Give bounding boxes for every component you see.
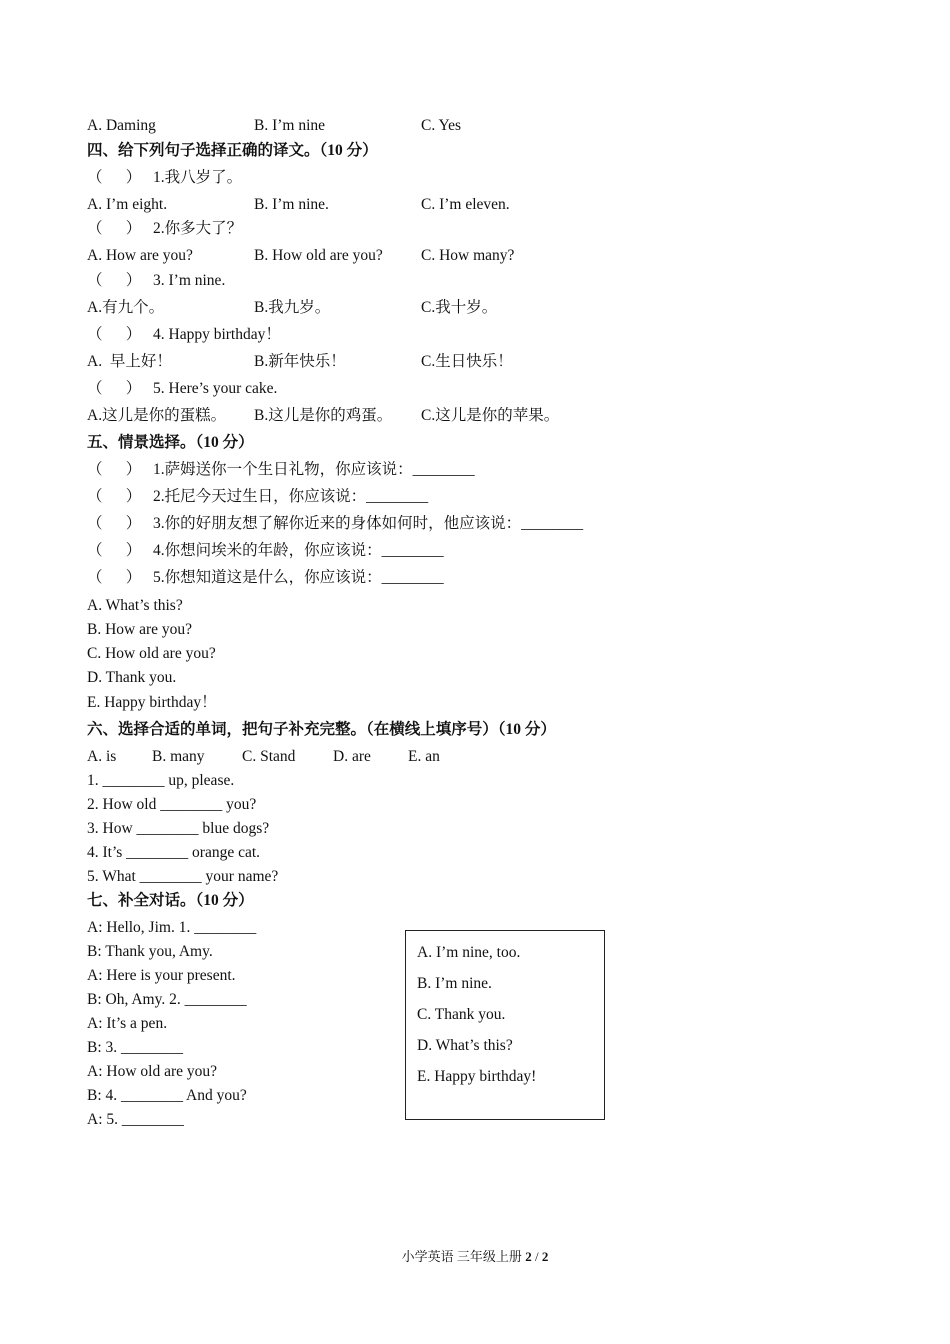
sec4-item-3: （ ） 3. I’m nine. — [87, 272, 226, 289]
sec5-choice-b: B. How are you? — [87, 621, 193, 638]
sec4-item-1-option-b: B. I’m nine. — [254, 196, 329, 213]
footer-page-number: 2 — [525, 1249, 532, 1264]
footer-separator: / — [531, 1249, 542, 1264]
sec5-choice-c: C. How old are you? — [87, 645, 216, 662]
sec4-item-1-option-a: A. I’m eight. — [87, 196, 168, 213]
sec6-sentence-2: 2. How old ________ you? — [87, 796, 257, 813]
sec4-item-5-option-b: B.这儿是你的鸡蛋。 — [254, 407, 393, 424]
dialogue-line-1: A: Hello, Jim. 1. ________ — [87, 919, 257, 936]
sec6-sentence-4: 4. It’s ________ orange cat. — [87, 844, 261, 861]
dialogue-line-9: A: 5. ________ — [87, 1111, 184, 1128]
prev-option-c: C. Yes — [421, 117, 462, 134]
sec5-item-1: （ ） 1.萨姆送你一个生日礼物，你应该说：________ — [87, 461, 475, 478]
footer-label: 小学英语 三年级上册 — [401, 1249, 522, 1264]
dialogue-line-6: B: 3. ________ — [87, 1039, 184, 1056]
sec4-item-3-option-c: C.我十岁。 — [421, 299, 498, 316]
section6-heading: 六、选择合适的单词，把句子补充完整。（在横线上填序号）（10 分） — [87, 721, 556, 738]
box-choice-c: C. Thank you. — [417, 1006, 506, 1023]
sec6-option-c: C. Stand — [242, 748, 296, 765]
sec4-item-3-option-b: B.我九岁。 — [254, 299, 331, 316]
section7-heading: 七、补全对话。（10 分） — [87, 892, 254, 909]
dialogue-line-4: B: Oh, Amy. 2. ________ — [87, 991, 247, 1008]
dialogue-line-3: A: Here is your present. — [87, 967, 236, 984]
prev-option-b: B. I’m nine — [254, 117, 326, 134]
sec6-option-a: A. is — [87, 748, 117, 765]
sec4-item-1: （ ） 1.我八岁了。 — [87, 169, 243, 186]
sec4-item-5-option-c: C.这儿是你的苹果。 — [421, 407, 560, 424]
sec6-option-b: B. many — [152, 748, 205, 765]
sec5-item-4: （ ） 4.你想问埃米的年龄，你应该说：________ — [87, 542, 444, 559]
box-choice-d: D. What’s this? — [417, 1037, 513, 1054]
answer-choices-box — [405, 930, 605, 1120]
section5-heading: 五、情景选择。（10 分） — [87, 434, 254, 451]
section4-heading: 四、给下列句子选择正确的译文。（10 分） — [87, 142, 378, 159]
sec6-option-e: E. an — [408, 748, 440, 765]
sec5-choice-e: E. Happy birthday！ — [87, 694, 217, 711]
sec5-item-2: （ ） 2.托尼今天过生日，你应该说：________ — [87, 488, 429, 505]
sec4-item-4: （ ） 4. Happy birthday！ — [87, 326, 281, 343]
sec4-item-2-option-c: C. How many? — [421, 247, 515, 264]
sec4-item-4-option-b: B.新年快乐！ — [254, 353, 346, 370]
sec4-item-2-option-b: B. How old are you? — [254, 247, 383, 264]
box-choice-a: A. I’m nine, too. — [417, 944, 521, 961]
dialogue-line-8: B: 4. ________ And you? — [87, 1087, 247, 1104]
sec4-item-5-option-a: A.这儿是你的蛋糕。 — [87, 407, 227, 424]
page-footer — [0, 1246, 950, 1265]
sec5-item-3: （ ） 3.你的好朋友想了解你近来的身体如何时，他应该说：________ — [87, 515, 584, 532]
sec5-choice-a: A. What’s this? — [87, 597, 183, 614]
sec4-item-4-option-a: A. 早上好！ — [87, 353, 172, 370]
sec6-sentence-5: 5. What ________ your name? — [87, 868, 279, 885]
footer-page-total: 2 — [541, 1249, 549, 1264]
sec4-item-2-option-a: A. How are you? — [87, 247, 193, 264]
dialogue-line-5: A: It’s a pen. — [87, 1015, 168, 1032]
sec5-item-5: （ ） 5.你想知道这是什么，你应该说：________ — [87, 569, 444, 586]
sec6-sentence-1: 1. ________ up, please. — [87, 772, 235, 789]
sec5-choice-d: D. Thank you. — [87, 669, 177, 686]
box-choice-e: E. Happy birthday! — [417, 1068, 537, 1085]
sec6-option-d: D. are — [333, 748, 371, 765]
sec6-sentence-3: 3. How ________ blue dogs? — [87, 820, 270, 837]
prev-option-a: A. Daming — [87, 117, 156, 134]
dialogue-line-2: B: Thank you, Amy. — [87, 943, 213, 960]
dialogue-line-7: A: How old are you? — [87, 1063, 217, 1080]
sec4-item-5: （ ） 5. Here’s your cake. — [87, 380, 278, 397]
sec4-item-2: （ ） 2.你多大了？ — [87, 220, 243, 237]
sec4-item-4-option-c: C.生日快乐！ — [421, 353, 513, 370]
sec4-item-1-option-c: C. I’m eleven. — [421, 196, 510, 213]
sec4-item-3-option-a: A.有九个。 — [87, 299, 165, 316]
box-choice-b: B. I’m nine. — [417, 975, 492, 992]
